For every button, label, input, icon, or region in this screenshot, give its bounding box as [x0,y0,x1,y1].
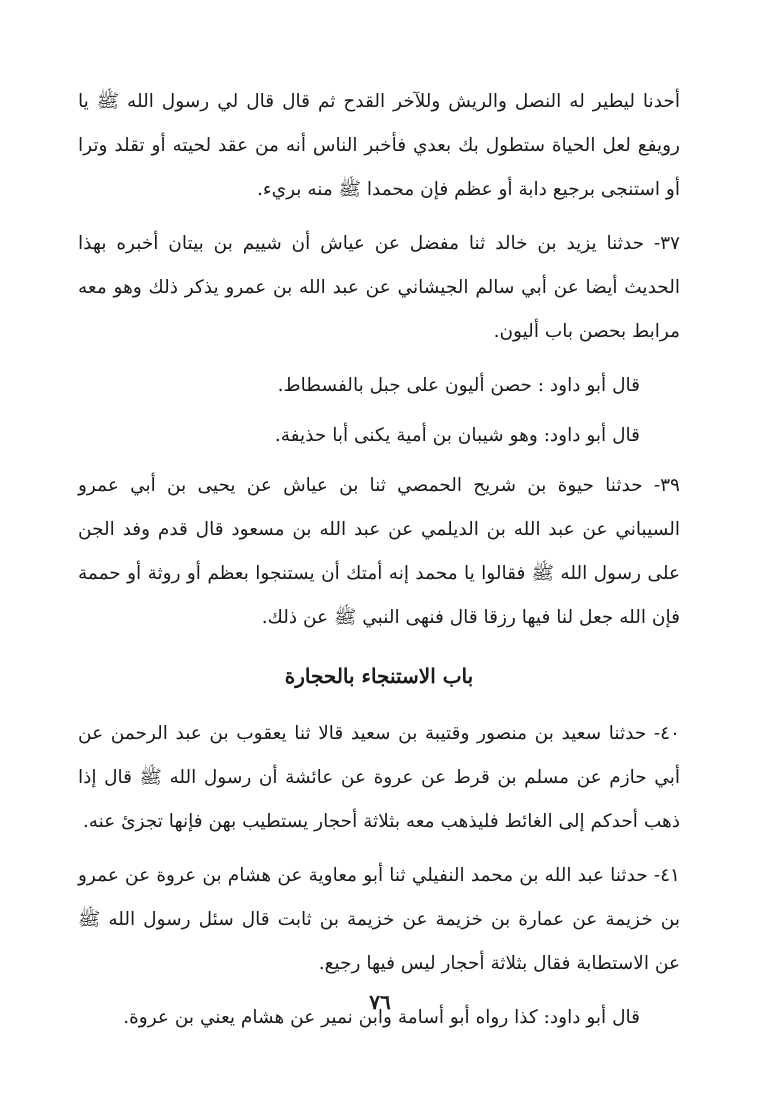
chapter-heading: باب الاستنجاء بالحجارة [284,664,474,688]
hadith-39: ٣٩- حدثنا حيوة بن شريح الحمصي ثنا بن عياش عن يحيى بن أبي عمرو السيباني عن عبد الله بن الديلمي عن عبد الله بن مسعود قال قدم وفد الجن على رسول الله ﷺ فقالوا يا محمد إنه أمتك أن يستنجوا بعظم أو روثة أو حممة فإن الله جعل لنا فيها رزقا قال فنهى النبي ﷺ عن ذلك. [78,475,680,628]
abu-dawud-note-2: قال أبو داود: وهو شيبان بن أمية يكنى أبا حذيفة. [274,425,640,446]
page-number: ٧٦ [369,990,391,1014]
hadith-40: ٤٠- حدثنا سعيد بن منصور وقتيبة بن سعيد قالا ثنا يعقوب بن عبد الرحمن عن أبي حازم عن مسلم بن قرط عن عروة عن عائشة أن رسول الله ﷺ قال إذا ذهب أحدكم إلى الغائط فليذهب معه بثلاثة أحجار يستطيب بهن فإنها تجزئ عنه. [78,723,680,832]
abu-dawud-note-3: قال أبو داود: كذا رواه أبو أسامة وابن نمير عن هشام يعني بن عروة. [123,1007,640,1028]
abu-dawud-note-1: قال أبو داود : حصن أليون على جبل بالفسطاط. [277,375,640,396]
hadith-37: ٣٧- حدثنا يزيد بن خالد ثنا مفضل عن عياش أن شييم بن بيتان أخبره بهذا الحديث أيضا عن أبي سالم الجيشاني عن عبد الله بن عمرو يذكر ذلك وهو معه مرابط بحصن باب أليون. [78,233,680,342]
hadith-41: ٤١- حدثنا عبد الله بن محمد النفيلي ثنا أبو معاوية عن هشام بن عروة عن عمرو بن خزيمة عن عمارة بن خزيمة عن خزيمة بن ثابت قال سئل رسول الله ﷺ عن الاستطابة فقال بثلاثة أحجار ليس فيها رجيع. [78,865,680,974]
body-text [78,80,680,1046]
paragraph-continuation: أحدنا ليطير له النصل والريش وللآخر القدح ثم قال قال لي رسول الله ﷺ يا رويفع لعل الحياة ستطول بك بعدي فأخبر الناس أنه من عقد لحيته أو تقلد وترا أو استنجى برجيع دابة أو عظم فإن محمدا ﷺ منه بريء. [78,91,680,200]
